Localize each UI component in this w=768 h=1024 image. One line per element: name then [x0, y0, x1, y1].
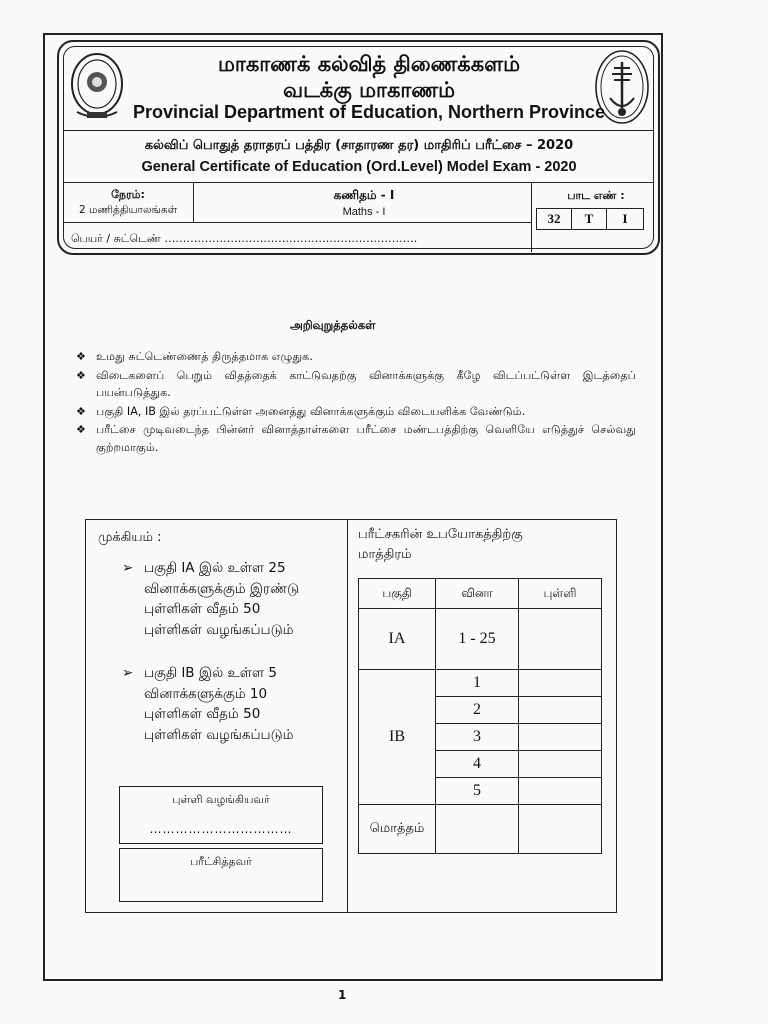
question-cell: 2: [436, 697, 519, 724]
instruction-item: ❖ உமது சுட்டெண்ணைத் திருத்தமாக எழுதுக.: [76, 348, 636, 366]
subject-code: [537, 208, 644, 230]
time-label: நேரம்:: [111, 188, 145, 201]
part-ib-cell: IB: [359, 670, 436, 805]
score-table: [358, 578, 602, 854]
important-point: ➢ பகுதி IA இல் உள்ள 25 வினாக்களுக்கும் இரண்டு புள்ளிகள் வீதம் 50 புள்ளிகள் வழங்கப்படும்: [122, 560, 300, 638]
sri-lanka-emblem-icon: [69, 50, 125, 122]
instructions-title: அறிவுறுத்தல்கள்: [290, 318, 376, 332]
marks-box-divider: [347, 520, 348, 912]
table-row: [359, 670, 602, 697]
department-title-english: Provincial Department of Education, Northern Province: [132, 102, 606, 122]
column-header-part: பகுதி: [359, 579, 436, 609]
header-divider: [63, 182, 654, 183]
province-title-tamil: வடக்கு மாகாணம்: [283, 78, 455, 102]
question-cell: 5: [436, 778, 519, 805]
marks-cell[interactable]: [519, 609, 602, 670]
question-cell: 3: [436, 724, 519, 751]
diamond-bullet-icon: ❖: [76, 350, 86, 363]
exam-title-english: General Certificate of Education (Ord.Level) Model Exam - 2020: [141, 159, 577, 175]
examiner-use-title: பரீட்சகரின் உபயோகத்திற்கு மாத்திரம்: [358, 527, 523, 562]
marker-signature-box[interactable]: [119, 786, 323, 844]
header-divider: [63, 130, 654, 131]
marks-cell[interactable]: [519, 724, 602, 751]
marker-label: புள்ளி வழங்கியவர்: [172, 793, 270, 806]
important-label: முக்கியம் :: [98, 530, 162, 545]
column-header-question: வினா: [436, 579, 519, 609]
page-number: 1: [338, 988, 347, 1002]
diamond-bullet-icon: ❖: [76, 368, 86, 382]
subject-code-label: பாட எண் :: [567, 189, 625, 202]
name-index-field[interactable]: பெயர் / சுட்டெண் ……………………………………………………………: [71, 232, 418, 245]
total-label-cell: மொத்தம்: [359, 805, 436, 854]
subject-english: Maths - I: [342, 206, 386, 218]
subject-code-cell: 32: [536, 208, 572, 230]
header-column-divider: [531, 182, 532, 252]
marks-cell[interactable]: [519, 751, 602, 778]
marks-box: [85, 519, 617, 913]
signature-line: ……………………………: [149, 822, 293, 836]
checker-label: பரீட்சித்தவர்: [190, 855, 252, 868]
question-cell: 1: [436, 670, 519, 697]
diamond-bullet-icon: ❖: [76, 404, 86, 418]
arrow-bullet-icon: ➢: [122, 560, 134, 576]
marks-cell[interactable]: [519, 670, 602, 697]
diamond-bullet-icon: ❖: [76, 423, 86, 436]
checker-signature-box[interactable]: [119, 848, 323, 902]
marks-cell[interactable]: [519, 697, 602, 724]
table-header-row: [359, 579, 602, 609]
part-ia-cell: IA: [359, 609, 436, 670]
time-value: 2 மணித்தியாலங்கள்: [78, 204, 178, 216]
subject-code-cell: T: [571, 208, 607, 230]
question-cell: 4: [436, 751, 519, 778]
column-header-marks: புள்ளி: [519, 579, 602, 609]
instruction-item: ❖ விடைகளைப் பெறும் விதத்தைக் காட்டுவதற்கு வினாக்களுக்கு கீழே விடப்பட்டுள்ள இடத்தைப் பயன்படுத்துக.: [76, 368, 636, 399]
marks-cell[interactable]: [519, 778, 602, 805]
exam-header: [57, 40, 660, 255]
ia-range-cell: 1 - 25: [436, 609, 519, 670]
table-row: [359, 805, 602, 854]
total-marks-cell[interactable]: [519, 805, 602, 854]
department-title-tamil: மாகாணக் கல்வித் திணைக்களம்: [218, 52, 520, 76]
header-column-divider: [193, 182, 194, 222]
instructions-list: [76, 348, 636, 457]
instruction-item: ❖ பரீட்சை முடிவடைந்த பின்னர் வினாத்தாள்களை பரீட்சை மண்டபத்திற்கு வெளியே எடுத்துச் செல்வது குற்றமாகும்.: [76, 423, 636, 454]
subject-code-cell: I: [606, 208, 644, 230]
instruction-item: ❖ பகுதி IA, IB இல் தரப்பட்டுள்ள அனைத்து வினாக்களுக்கும் விடையளிக்க வேண்டும்.: [76, 403, 636, 421]
arrow-bullet-icon: ➢: [122, 665, 134, 681]
header-divider: [63, 222, 532, 223]
important-point: ➢ பகுதி IB இல் உள்ள 5 வினாக்களுக்கும் 10 புள்ளிகள் வீதம் 50 புள்ளிகள் வழங்கப்படும்: [122, 665, 294, 743]
exam-title-tamil: கல்விப் பொதுத் தராதரப் பத்திர (சாதாரண தர) மாதிரிப் பரீட்சை – 2020: [144, 138, 574, 153]
subject-tamil: கணிதம் - I: [333, 188, 395, 202]
total-question-cell: [436, 805, 519, 854]
table-row: [359, 609, 602, 670]
